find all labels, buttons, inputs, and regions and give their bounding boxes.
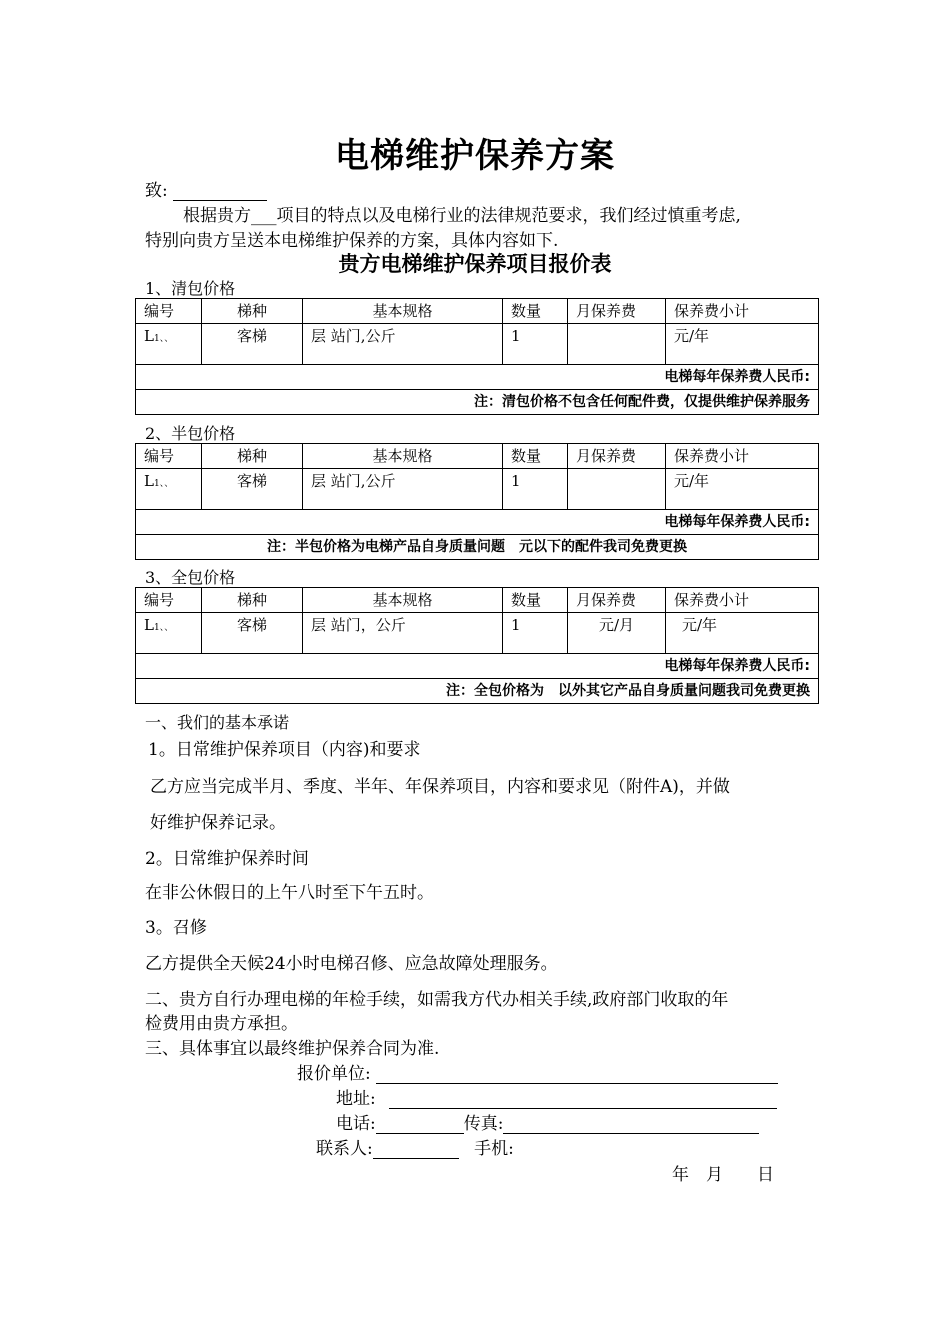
fax-blank	[503, 1114, 759, 1134]
quote-unit-blank	[376, 1064, 778, 1084]
clause2-line-2: 检费用由贵方承担。	[145, 1014, 298, 1034]
table-header-row	[136, 299, 819, 324]
note-text: 注：全包价格为 以外其它产品自身质量问题我司免费更换	[136, 679, 819, 704]
elevator-id-sub: 1、、	[153, 623, 174, 633]
monthly-fee-cell	[568, 324, 666, 365]
elevator-type-cell: 客梯	[202, 469, 303, 510]
item1-body-1: 乙方应当完成半月、季度、半年、年保养项目，内容和要求见（附件A)，并做	[150, 777, 730, 797]
quantity-cell: 1	[503, 324, 568, 365]
fax-label: 传真:	[463, 1114, 504, 1134]
monthly-fee-cell	[568, 469, 666, 510]
header-cell: 保养费小计	[666, 444, 819, 469]
header-cell: 月保养费	[568, 444, 666, 469]
subtotal-cell: 元/年	[666, 613, 819, 654]
header-cell: 基本规格	[303, 299, 503, 324]
recipient-blank	[173, 181, 267, 201]
quantity-cell: 1	[503, 613, 568, 654]
elevator-type-cell: 客梯	[202, 324, 303, 365]
header-cell: 保养费小计	[666, 588, 819, 613]
document-title: 电梯维护保养方案	[335, 136, 615, 176]
item3-title: 3。召修	[145, 918, 207, 938]
note-row	[136, 679, 819, 704]
header-cell: 编号	[136, 588, 202, 613]
section-label: 3、全包价格	[145, 568, 236, 587]
elevator-id-cell	[136, 324, 202, 365]
clause2-line-1: 二、贵方自行办理电梯的年检手续，如需我方代办相关手续,政府部门收取的年	[145, 990, 729, 1010]
header-cell: 梯种	[202, 588, 303, 613]
note-row	[136, 535, 819, 560]
elevator-id: L	[144, 616, 154, 634]
monthly-fee-cell: 元/月	[568, 613, 666, 654]
spec-cell: 层 站门,公斤	[303, 469, 503, 510]
item3-body: 乙方提供全天候24小时电梯召修、应急故障处理服务。	[145, 954, 558, 974]
date-line: 年 月 日	[672, 1165, 774, 1185]
address-label: 地址:	[336, 1089, 376, 1109]
table-row	[136, 613, 819, 654]
quote-unit-line	[297, 1059, 778, 1084]
note-row	[136, 390, 819, 415]
table-row	[136, 324, 819, 365]
mobile-label: 手机:	[474, 1139, 514, 1159]
annual-total-row	[136, 365, 819, 390]
table-row	[136, 469, 819, 510]
phone-blank	[376, 1114, 464, 1134]
header-cell: 基本规格	[303, 588, 503, 613]
annual-total-label: 电梯每年保养费人民币:	[136, 510, 819, 535]
price-table	[135, 587, 819, 704]
annual-total-row	[136, 510, 819, 535]
annual-total-label: 电梯每年保养费人民币:	[136, 654, 819, 679]
spec-cell: 层 站门，公斤	[303, 613, 503, 654]
phone-fax-line	[336, 1109, 759, 1134]
elevator-id-sub: 1、、	[153, 334, 174, 344]
intro-line-2: 特别向贵方呈送本电梯维护保养的方案，具体内容如下.	[145, 231, 559, 251]
item2-title: 2。日常维护保养时间	[145, 849, 309, 869]
spec-cell: 层 站门,公斤	[303, 324, 503, 365]
header-cell: 基本规格	[303, 444, 503, 469]
header-cell: 数量	[503, 444, 568, 469]
contact-label: 联系人:	[316, 1139, 373, 1159]
header-cell: 保养费小计	[666, 299, 819, 324]
address-line	[336, 1084, 777, 1109]
recipient-label: 致:	[145, 181, 168, 201]
note-text: 注：清包价格不包含任何配件费，仅提供维护保养服务	[136, 390, 819, 415]
elevator-id-sub: 1、、	[153, 479, 174, 489]
header-cell: 梯种	[202, 299, 303, 324]
header-cell: 编号	[136, 444, 202, 469]
table-header-row	[136, 444, 819, 469]
table-header-row	[136, 588, 819, 613]
price-table	[135, 298, 819, 415]
header-cell: 编号	[136, 299, 202, 324]
clause3: 三、具体事宜以最终维护保养合同为准.	[145, 1039, 440, 1059]
address-blank	[389, 1089, 777, 1109]
price-table	[135, 443, 819, 560]
item2-body: 在非公休假日的上午八时至下午五时。	[145, 883, 434, 903]
quantity-cell: 1	[503, 469, 568, 510]
header-cell: 数量	[503, 299, 568, 324]
phone-label: 电话:	[336, 1114, 376, 1134]
recipient-line	[145, 176, 267, 201]
annual-total-row	[136, 654, 819, 679]
contact-blank	[373, 1139, 459, 1159]
subtotal-cell: 元/年	[666, 324, 819, 365]
intro-line-1: 根据贵方___项目的特点以及电梯行业的法律规范要求，我们经过慎重考虑,	[183, 206, 741, 226]
elevator-id-cell	[136, 613, 202, 654]
header-cell: 梯种	[202, 444, 303, 469]
item1-body-2: 好维护保养记录。	[150, 813, 286, 833]
elevator-id: L	[144, 327, 154, 345]
section-label: 1、清包价格	[145, 279, 236, 298]
annual-total-label: 电梯每年保养费人民币:	[136, 365, 819, 390]
item1-title: 1。日常维护保养项目（内容)和要求	[148, 740, 421, 760]
header-cell: 数量	[503, 588, 568, 613]
contact-line	[316, 1134, 514, 1159]
quote-table-title: 贵方电梯维护保养项目报价表	[338, 252, 612, 276]
note-text: 注：半包价格为电梯产品自身质量问题 元以下的配件我司免费更换	[136, 535, 819, 560]
elevator-id-cell	[136, 469, 202, 510]
subtotal-cell: 元/年	[666, 469, 819, 510]
quote-unit-label: 报价单位:	[297, 1064, 371, 1084]
elevator-id: L	[144, 472, 154, 490]
elevator-type-cell: 客梯	[202, 613, 303, 654]
header-cell: 月保养费	[568, 299, 666, 324]
section-label: 2、半包价格	[145, 424, 236, 443]
header-cell: 月保养费	[568, 588, 666, 613]
commit-heading: 一、我们的基本承诺	[145, 713, 290, 732]
